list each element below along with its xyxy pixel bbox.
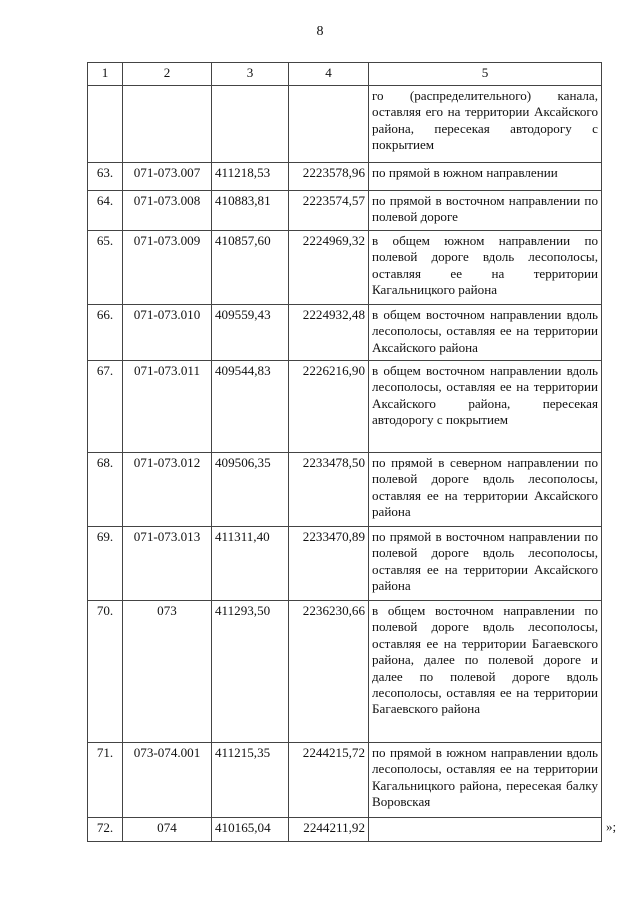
column-header: 3 <box>212 63 289 86</box>
row-number-cell: 72. <box>88 818 123 842</box>
page-number: 8 <box>316 24 324 39</box>
point-code-cell: 073 <box>123 601 212 743</box>
table-row <box>88 305 602 361</box>
x-coordinate-cell: 410883,81 <box>212 191 289 231</box>
table-row <box>88 527 602 601</box>
row-number-cell: 71. <box>88 743 123 818</box>
y-coordinate-cell: 2224932,48 <box>289 305 369 361</box>
y-coordinate-cell: 2244211,92 <box>289 818 369 842</box>
table-row <box>88 361 602 453</box>
x-coordinate-cell: 411311,40 <box>212 527 289 601</box>
point-code-cell <box>123 86 212 163</box>
description-cell: по прямой в южном направлении <box>369 163 602 191</box>
column-header: 5 <box>369 63 602 86</box>
point-code-cell: 073-074.001 <box>123 743 212 818</box>
y-coordinate-cell: 2223574,57 <box>289 191 369 231</box>
row-number-cell: 70. <box>88 601 123 743</box>
x-coordinate-cell: 409559,43 <box>212 305 289 361</box>
row-number-cell: 69. <box>88 527 123 601</box>
y-coordinate-cell: 2223578,96 <box>289 163 369 191</box>
point-code-cell: 071-073.007 <box>123 163 212 191</box>
point-code-cell: 071-073.008 <box>123 191 212 231</box>
row-number-cell: 68. <box>88 453 123 527</box>
row-number-cell: 63. <box>88 163 123 191</box>
x-coordinate-cell: 411293,50 <box>212 601 289 743</box>
table-row <box>88 163 602 191</box>
column-header: 4 <box>289 63 369 86</box>
column-header: 1 <box>88 63 123 86</box>
y-coordinate-cell: 2224969,32 <box>289 231 369 305</box>
point-code-cell: 071-073.010 <box>123 305 212 361</box>
description-cell: го (распределительного) канала, оставляя его на территории Аксайского района, пересекая автодорогу с покрытием <box>369 86 602 163</box>
row-number-cell <box>88 86 123 163</box>
table-row <box>88 191 602 231</box>
table-row <box>88 86 602 163</box>
x-coordinate-cell: 411218,53 <box>212 163 289 191</box>
point-code-cell: 074 <box>123 818 212 842</box>
description-cell: в общем южном направлении по полевой дороге вдоль лесополосы, оставляя ее на территории Кагальницкого района <box>369 231 602 305</box>
table-row <box>88 818 602 842</box>
description-cell <box>369 818 602 842</box>
column-header: 2 <box>123 63 212 86</box>
closing-quote-mark: »; <box>606 819 617 834</box>
description-cell: по прямой в южном направлении вдоль лесополосы, оставляя ее на территории Кагальницкого района, пересекая балку Воровская <box>369 743 602 818</box>
point-code-cell: 071-073.011 <box>123 361 212 453</box>
point-code-cell: 071-073.009 <box>123 231 212 305</box>
description-cell: в общем восточном направлении вдоль лесополосы, оставляя ее на территории Аксайского района <box>369 305 602 361</box>
row-number-cell: 65. <box>88 231 123 305</box>
y-coordinate-cell: 2226216,90 <box>289 361 369 453</box>
x-coordinate-cell: 411215,35 <box>212 743 289 818</box>
y-coordinate-cell: 2236230,66 <box>289 601 369 743</box>
y-coordinate-cell <box>289 86 369 163</box>
point-code-cell: 071-073.012 <box>123 453 212 527</box>
description-cell: по прямой в восточном направлении по полевой дороге <box>369 191 602 231</box>
description-cell: по прямой в восточном направлении по полевой дороге вдоль лесополосы, оставляя ее на территории Аксайского района <box>369 527 602 601</box>
row-number-cell: 67. <box>88 361 123 453</box>
y-coordinate-cell: 2233470,89 <box>289 527 369 601</box>
table-row <box>88 231 602 305</box>
table-row <box>88 601 602 743</box>
x-coordinate-cell: 409506,35 <box>212 453 289 527</box>
x-coordinate-cell: 409544,83 <box>212 361 289 453</box>
row-number-cell: 66. <box>88 305 123 361</box>
row-number-cell: 64. <box>88 191 123 231</box>
description-cell: в общем восточном направлении вдоль лесополосы, оставляя ее на территории Аксайского района, пересекая автодорогу с покрытием <box>369 361 602 453</box>
description-cell: в общем восточном направлении по полевой дороге вдоль лесополосы, оставляя ее на территории Багаевского района, далее по полевой дороге и далее по полевой дороге вдоль лесополосы, оставляя ее на территории Багаевского района <box>369 601 602 743</box>
y-coordinate-cell: 2244215,72 <box>289 743 369 818</box>
x-coordinate-cell: 410165,04 <box>212 818 289 842</box>
x-coordinate-cell <box>212 86 289 163</box>
table-row <box>88 743 602 818</box>
boundary-points-table <box>87 62 602 842</box>
description-cell: по прямой в северном направлении по полевой дороге вдоль лесополосы, оставляя ее на территории Аксайского района <box>369 453 602 527</box>
point-code-cell: 071-073.013 <box>123 527 212 601</box>
table-header-row <box>88 63 602 86</box>
x-coordinate-cell: 410857,60 <box>212 231 289 305</box>
table-row <box>88 453 602 527</box>
y-coordinate-cell: 2233478,50 <box>289 453 369 527</box>
